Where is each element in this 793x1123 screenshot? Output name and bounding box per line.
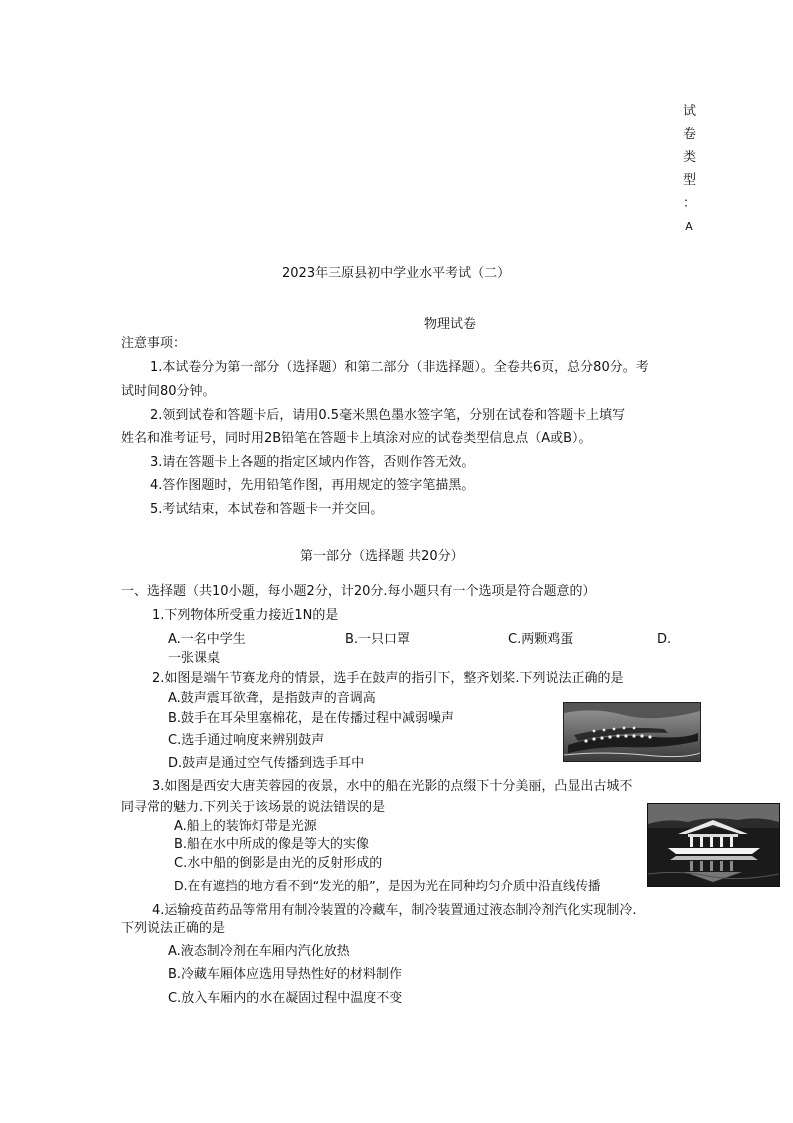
- q1-stem: 1.下列物体所受重力接近1N的是: [152, 608, 339, 623]
- q1-option-d-prefix: D.: [657, 632, 672, 647]
- q2-stem: 2.如图是端午节赛龙舟的情景，选手在鼓声的指引下，整齐划桨.下列说法正确的是: [152, 671, 624, 686]
- side-char: 型: [683, 173, 697, 188]
- q1-option-d-text: 一张课桌: [168, 651, 221, 666]
- side-char: 试: [683, 104, 697, 119]
- night-boat-illustration: [648, 804, 779, 886]
- notes-heading: 注意事项：: [121, 336, 187, 351]
- q4-option-a: A.液态制冷剂在车厢内汽化放热: [168, 944, 350, 959]
- side-char: 类: [683, 150, 697, 165]
- q4-option-c: C.放入车厢内的水在凝固过程中温度不变: [168, 991, 403, 1006]
- side-char: ：: [683, 196, 697, 211]
- q4-stem-line-1: 4.运输疫苗药品等常用有制冷装置的冷藏车，制冷装置通过液态制冷剂汽化实现制冷.: [152, 903, 637, 918]
- section-instructions: 一、选择题（共10小题，每小题2分，计20分.每小题只有一个选项是符合题意的）: [121, 584, 596, 599]
- q3-option-b: B.船在水中所成的像是等大的实像: [174, 837, 370, 852]
- note-2-line-2: 姓名和准考证号，同时用2B铅笔在答题卡上填涂对应的试卷类型信息点（A或B）。: [121, 431, 592, 446]
- q3-option-c: C.水中船的倒影是由光的反射形成的: [174, 856, 383, 871]
- q1-option-b: B.一只口罩: [345, 632, 411, 647]
- night-boat-photo: [647, 803, 780, 887]
- dragon-boat-illustration: [564, 703, 700, 761]
- q2-option-b: B.鼓手在耳朵里塞棉花，是在传播过程中减弱噪声: [168, 711, 455, 726]
- q1-option-a: A.一名中学生: [168, 632, 246, 647]
- note-4: 4.答作图题时，先用铅笔作图，再用规定的签字笔描黑。: [150, 478, 475, 493]
- note-5: 5.考试结束，本试卷和答题卡一并交回。: [150, 502, 384, 517]
- q1-option-c: C.两颗鸡蛋: [508, 632, 574, 647]
- exam-title: 2023年三原县初中学业水平考试（二）: [282, 266, 511, 281]
- note-3: 3.请在答题卡上各题的指定区域内作答，否则作答无效。: [150, 455, 475, 470]
- q3-option-a: A.船上的装饰灯带是光源: [174, 819, 317, 834]
- note-1-line-1: 1.本试卷分为第一部分（选择题）和第二部分（非选择题）。全卷共6页，总分80分。考: [150, 360, 649, 375]
- side-char: A: [685, 220, 693, 233]
- q4-option-b: B.冷藏车厢体应选用导热性好的材料制作: [168, 967, 403, 982]
- q4-stem-line-2: 下列说法正确的是: [121, 921, 226, 936]
- subject-title: 物理试卷: [424, 317, 477, 332]
- q3-stem-line-2: 同寻常的魅力.下列关于该场景的说法错误的是: [121, 800, 386, 815]
- q2-option-a: A.鼓声震耳欲聋，是指鼓声的音调高: [168, 691, 376, 706]
- part-one-heading: 第一部分（选择题 共20分）: [300, 549, 464, 564]
- dragon-boat-photo: [563, 702, 701, 762]
- note-1-line-2: 试时间80分钟。: [121, 384, 216, 399]
- note-2-line-1: 2.领到试卷和答题卡后，请用0.5毫米黑色墨水签字笔，分别在试卷和答题卡上填写: [150, 408, 626, 423]
- q3-stem-line-1: 3.如图是西安大唐芙蓉园的夜景，水中的船在光影的点缀下十分美丽，凸显出古城不: [152, 779, 633, 794]
- q3-option-d: D.在有遮挡的地方看不到“发光的船”，是因为光在同种均匀介质中沿直线传播: [174, 878, 601, 893]
- side-char: 卷: [683, 127, 697, 142]
- paper-type-label: [683, 100, 695, 238]
- q2-option-d: D.鼓声是通过空气传播到选手耳中: [168, 756, 365, 771]
- q2-option-c: C.选手通过响度来辨别鼓声: [168, 733, 325, 748]
